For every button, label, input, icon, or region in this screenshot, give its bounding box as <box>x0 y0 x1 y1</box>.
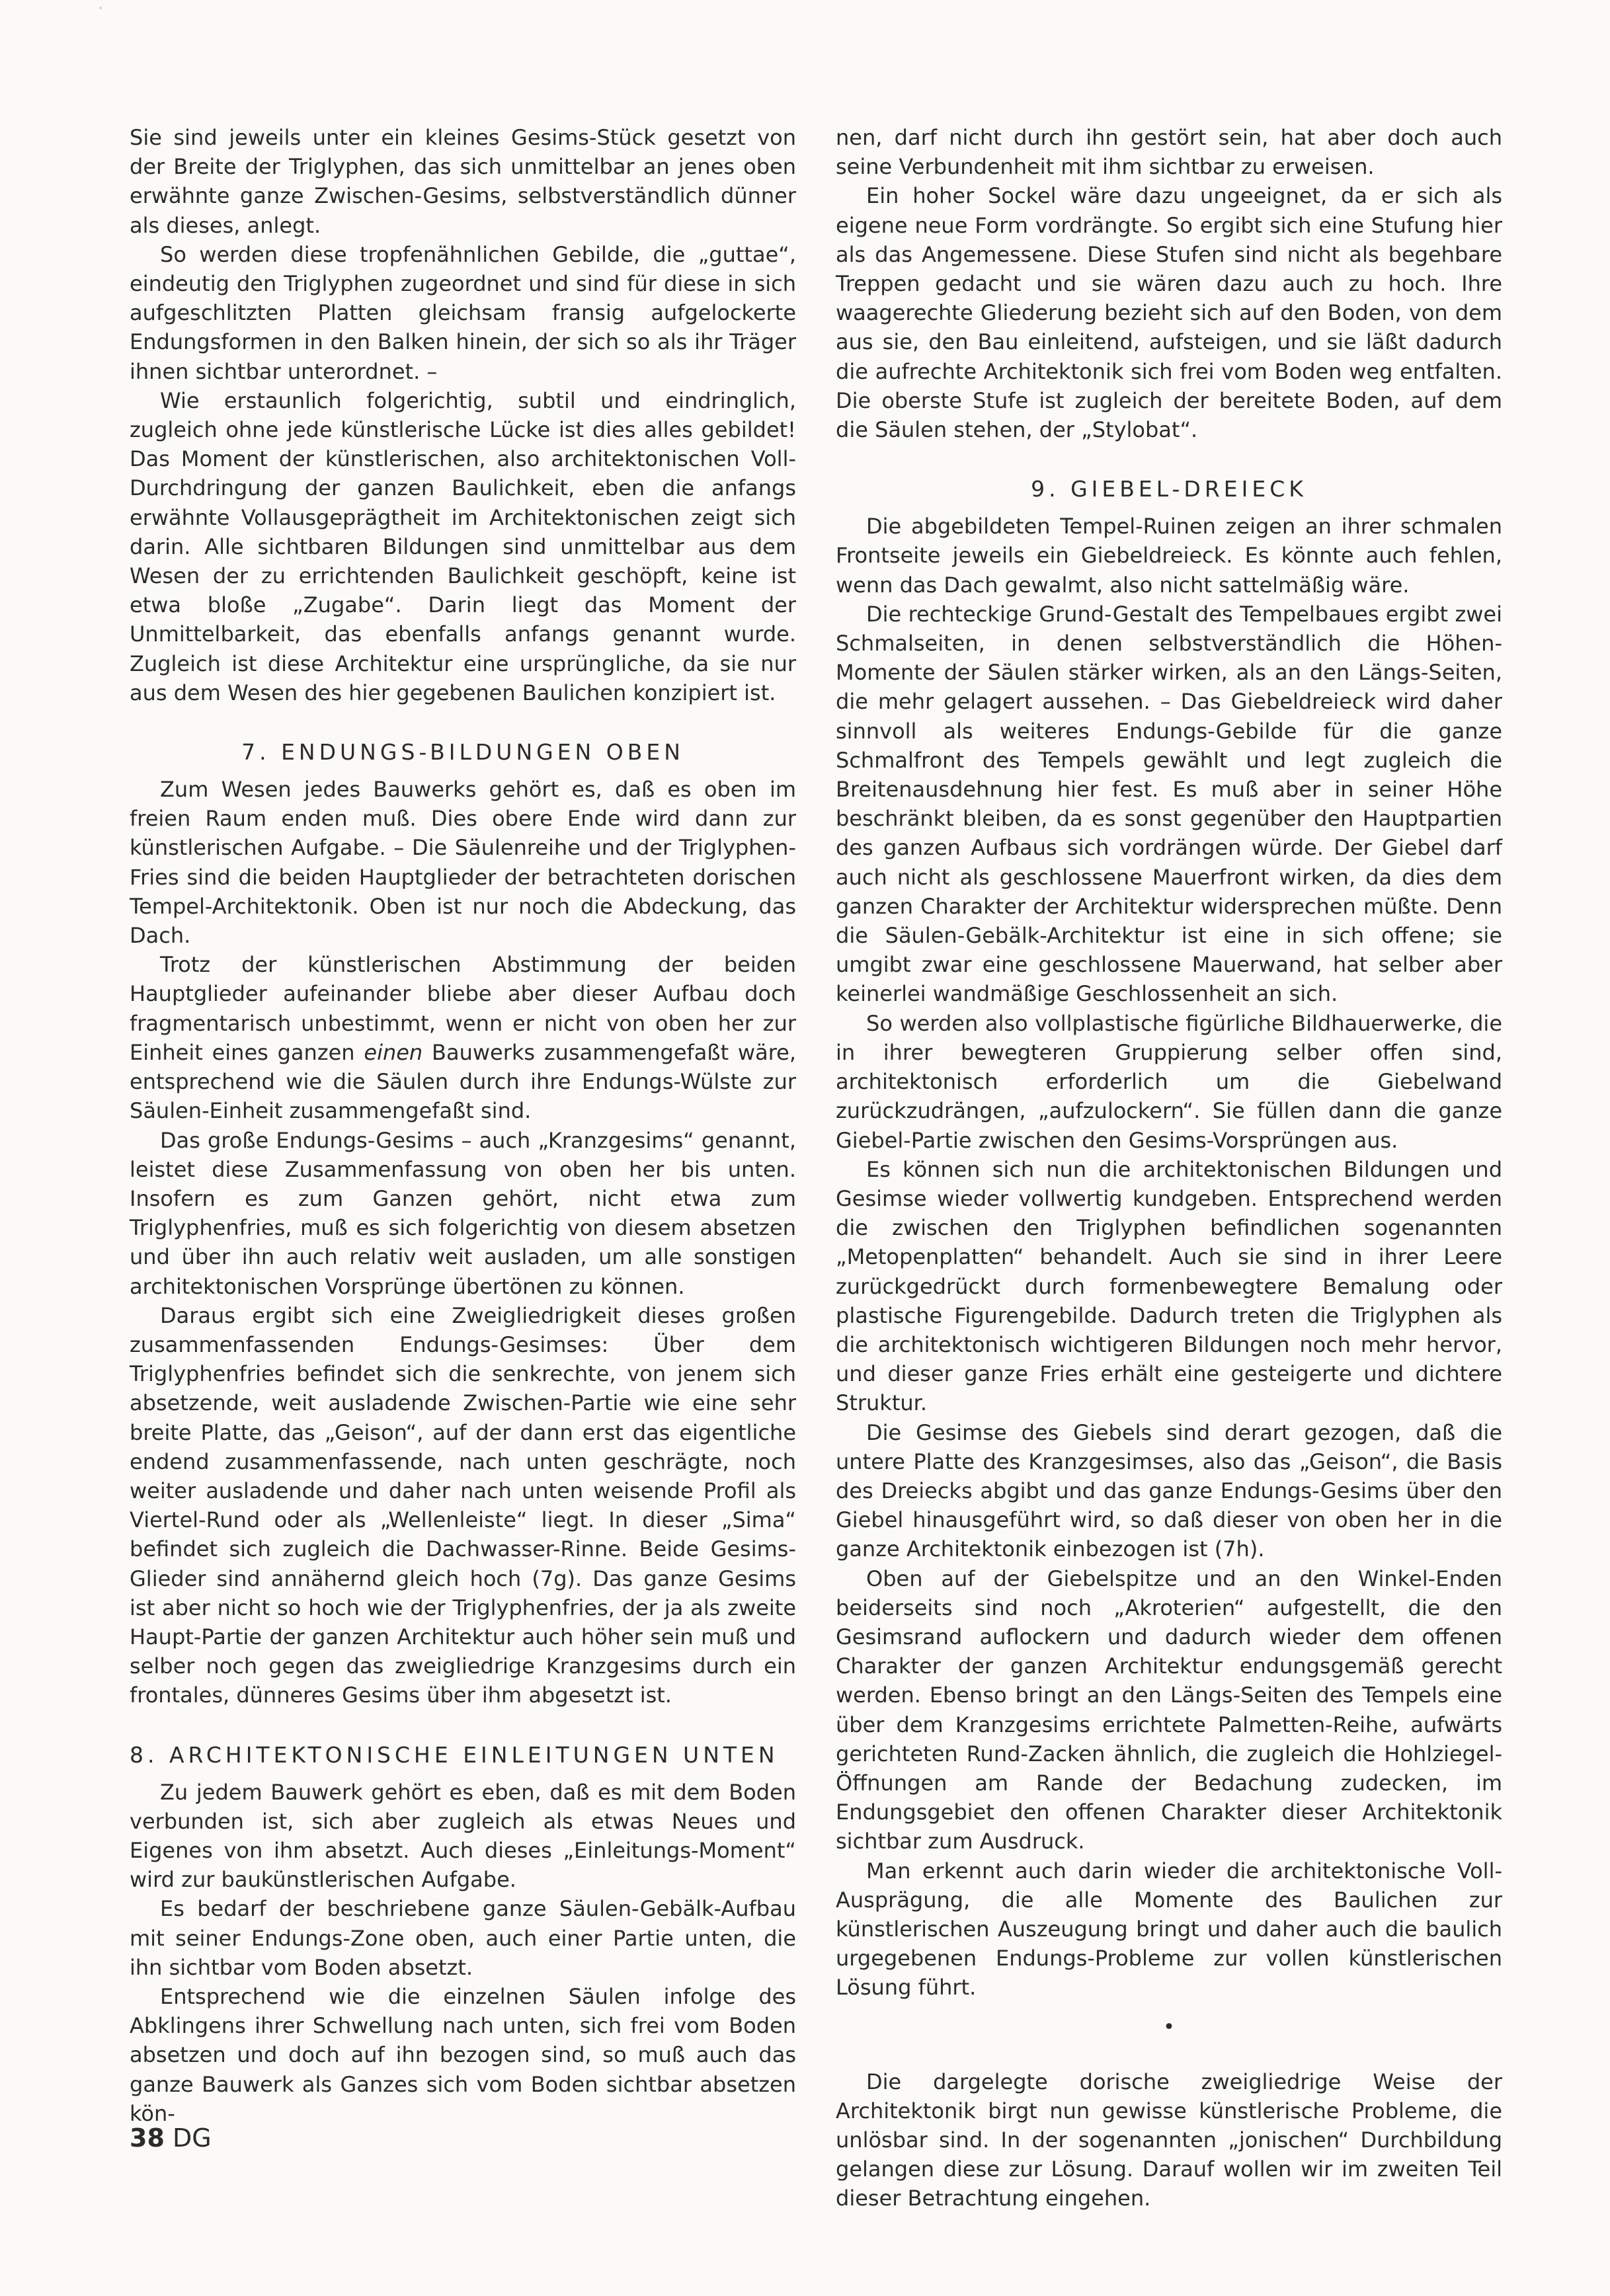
paragraph: Zum Wesen jedes Bauwerks gehört es, daß es oben im freien Raum enden muß. Dies obere Ende wird dann zur künstlerischen Aufgabe. – Die Säulenreihe und der Triglyphen-Fries sind die beiden Hauptglieder der betrachteten dorischen Tempel-Architektonik. Oben ist nur noch die Abdeckung, das Dach. <box>130 777 796 949</box>
page-number-label: DG <box>172 2123 212 2153</box>
left-column <box>130 123 796 2128</box>
right-column <box>836 123 1502 2213</box>
paragraph: So werden diese tropfenähnlichen Gebilde, die „guttae“, eindeutig den Triglyphen zugeordnet und sind für diese in sich aufgeschlitzten Platten gleichsam fransig aufgelockerte Endungsformen in den Balken hinein, der sich so als ihr Träger ihnen sichtbar unterordnet. – <box>130 241 796 384</box>
paragraph: Die rechteckige Grund-Gestalt des Tempelbaues ergibt zwei Schmalseiten, in denen selbstverständlich die Höhen-Momente der Säulen stärker wirken, als an den Längs-Seiten, die mehr gelagert aussehen. – Das Giebeldreieck wird daher sinnvoll als weiteres Endungs-Gebilde für die ganze Schmalfront des Tempels gewählt und legt zugleich die Breitenausdehnung hier fest. Es muß aber in seiner Höhe beschränkt bleiben, da es sonst gegenüber den Hauptpartien des ganzen Aufbaus sich vordrängen würde. Der Giebel darf auch nicht als geschlossene Mauerfront wirken, da dies dem ganzen Charakter der Architektur widersprechen müßte. Denn die Säulen-Gebälk-Architektur ist eine in sich offene; sie umgibt zwar eine geschlossene Mauerwand, hat selber aber keinerlei wandmäßige Geschlossenheit an sich. <box>836 601 1502 1007</box>
paragraph: Ein hoher Sockel wäre dazu ungeeignet, da er sich als eigene neue Form vordrängte. So ergibt sich eine Stufung hier als das Angemessene. Diese Stufen sind nicht als begehbare Treppen gedacht und sie wären dazu auch zu hoch. Ihre waagerechte Gliederung bezieht sich auf den Boden, von dem aus sie, den Bau einleitend, aufsteigen, und sie läßt dadurch die aufrechte Architektonik sich frei vom Boden weg entfalten. Die oberste Stufe ist zugleich der bereitete Boden, auf dem die Säulen stehen, der „Stylobat“. <box>836 183 1502 443</box>
paragraph: Die abgebildeten Tempel-Ruinen zeigen an ihrer schmalen Frontseite jeweils ein Giebeldreieck. Es könnte auch fehlen, wenn das Dach gewalmt, also nicht sattelmäßig wäre. <box>836 514 1502 598</box>
paragraph: Wie erstaunlich folgerichtig, subtil und eindringlich, zugleich ohne jede künstlerische Lücke ist dies alles gebildet! Das Moment der künstlerischen, also architektonischen Voll-Durchdringung der ganzen Baulichkeit, eben die anfangs erwähnte Vollausgeprägtheit im Architektonischen zeigt sich darin. Alle sichtbaren Bildungen sind unmittelbar aus dem Wesen der zu errichtenden Baulichkeit geschöpft, keine ist etwa bloße „Zugabe“. Darin liegt das Moment der Unmittelbarkeit, das ebenfalls anfangs genannt wurde. Zugleich ist diese Architektur eine ursprüngliche, da sie nur aus dem Wesen des hier gegebenen Baulichen konzipiert ist. <box>130 387 796 705</box>
paragraph <box>130 950 796 1125</box>
paragraph: Das große Endungs-Gesims – auch „Kranzgesims“ genannt, leistet diese Zusammenfassung von oben her bis unten. Insofern es zum Ganzen gehört, nicht etwa zum Triglyphenfries, muß es sich folgerichtig von diesem absetzen und über ihn auch relativ weit ausladen, um alle sonstigen architektonischen Vorsprünge übertönen zu können. <box>130 1127 796 1299</box>
paragraph: Sie sind jeweils unter ein kleines Gesims-Stück gesetzt von der Breite der Triglyphen, das sich unmittelbar an jenes oben erwähnte ganze Zwischen-Gesims, selbstverständlich dünner als dieses, anlegt. <box>130 125 796 238</box>
paragraph: Daraus ergibt sich eine Zweigliedrigkeit dieses großen zusammenfassenden Endungs-Gesimses: Über dem Triglyphenfries befindet sich die senkrechte, von jenem sich absetzende, weit ausladende Zwischen-Partie wie eine sehr breite Platte, das „Geison“, auf der dann erst das eigentliche endend zusammenfassende, nach unten geschrägte, noch weiter ausladende und daher nach unten weisende Profil als Viertel-Rund oder als „Wellenleiste“ liegt. In dieser „Sima“ befindet sich zugleich die Dachwasser-Rinne. Beide Gesims-Glieder sind annähernd gleich hoch (7g). Das ganze Gesims ist aber nicht so hoch wie der Triglyphenfries, der ja als zweite Haupt-Partie der ganzen Architektur auch höher sein muß und selber noch gegen das zweigliedrige Kranzgesims durch ein frontales, dünneres Gesims über ihm abgesetzt ist. <box>130 1302 796 1708</box>
paragraph: Zu jedem Bauwerk gehört es eben, daß es mit dem Boden verbunden ist, sich aber zugleich als etwas Neues und Eigenes von ihm absetzt. Auch dieses „Einleitungs-Moment“ wird zur baukünstlerischen Aufgabe. <box>130 1779 796 1893</box>
paragraph: Entsprechend wie die einzelnen Säulen infolge des Abklingens ihrer Schwellung nach unten, sich frei vom Boden absetzen und doch auf ihn bezogen sind, so muß auch das ganze Bauwerk als Ganzes sich vom Boden sichtbar absetzen kön- <box>130 1983 796 2126</box>
section-heading-9: 9. GIEBEL-DREIECK <box>1031 476 1307 502</box>
section-separator-dot: • <box>1163 2015 1175 2039</box>
paragraph: nen, darf nicht durch ihn gestört sein, hat aber doch auch seine Verbundenheit mit ihm sichtbar zu erweisen. <box>836 125 1502 180</box>
text-run: Bauwerks zusammengefaßt wäre, entsprechend wie die Säulen durch ihre Endungs-Wülste zur Säulen-Einheit zusammengefaßt sind. <box>130 1039 796 1124</box>
paragraph: Die Gesimse des Giebels sind derart gezogen, daß die untere Platte des Kranzgesimses, also das „Geison“, die Basis des Dreiecks abgibt und das ganze Endungs-Gesims über den Giebel hinausgeführt wird, so daß dieser von oben her in die ganze Architektonik einbezogen ist (7h). <box>836 1419 1502 1562</box>
scan-mark <box>99 7 102 9</box>
paragraph: So werden also vollplastische figürliche Bildhauerwerke, die in ihrer bewegteren Gruppierung selber offen sind, architektonisch erforderlich um die Giebelwand zurückzudrängen, „aufzulockern“. Sie füllen dann die ganze Giebel-Partie zwischen den Gesims-Vorsprüngen aus. <box>836 1010 1502 1153</box>
paragraph: Man erkennt auch darin wieder die architektonische Voll-Ausprägung, die alle Momente des Baulichen zur künstlerischen Auszeugung bringt und daher auch die baulich urgegebenen Endungs-Probleme zur vollen künstlerischen Lösung führt. <box>836 1858 1502 2000</box>
text-run: Trotz der künstlerischen Abstimmung der beiden Hauptglieder aufeinander bliebe aber dieser Aufbau doch fragmentarisch unbestimmt, wenn er nicht von oben her zur Einheit eines ganzen <box>130 952 796 1065</box>
emphasis: einen <box>364 1039 423 1065</box>
page-number-value: 38 <box>130 2123 165 2153</box>
page-number <box>130 2123 212 2153</box>
section-heading-7: 7. ENDUNGS-BILDUNGEN OBEN <box>241 739 684 766</box>
paragraph: Es bedarf der beschriebene ganze Säulen-Gebälk-Aufbau mit seiner Endungs-Zone oben, auch einer Partie unten, die ihn sichtbar vom Boden absetzt. <box>130 1896 796 1980</box>
section-heading-8: 8. ARCHITEKTONISCHE EINLEITUNGEN UNTEN <box>130 1741 779 1768</box>
paragraph: Oben auf der Giebelspitze und an den Winkel-Enden beiderseits sind noch „Akroterien“ aufgestellt, die den Gesimsrand auflockern und dadurch wieder dem offenen Charakter der ganzen Architektur endungsgemäß gerecht werden. Ebenso bringt an den Längs-Seiten des Tempels eine über dem Kranzgesims errichtete Palmetten-Reihe, aufwärts gerichteten Rund-Zacken ähnlich, die zugleich die Hohlziegel-Öffnungen am Rande der Bedachung zudecken, im Endungsgebiet den offenen Charakter dieser Architektonik sichtbar zum Ausdruck. <box>836 1565 1502 1854</box>
paragraph: Es können sich nun die architektonischen Bildungen und Gesimse wieder vollwertig kundgeben. Entsprechend werden die zwischen den Triglyphen befindlichen sogenannten „Metopenplatten“ behandelt. Auch sie sind in ihrer Leere zurückgedrückt durch formenbewegtere Bemalung oder plastische Figurengebilde. Dadurch treten die Triglyphen als die architektonisch wichtigeren Bildungen noch mehr hervor, und dieser ganze Fries erhält eine gesteigerte und dichtere Struktur. <box>836 1156 1502 1416</box>
paragraph: Die dargelegte dorische zweigliedrige Weise der Architektonik birgt nun gewisse künstlerische Probleme, die unlösbar sind. In der sogenannten „jonischen“ Durchbildung gelangen diese zur Lösung. Darauf wollen wir im zweiten Teil dieser Betrachtung eingehen. <box>836 2069 1502 2211</box>
